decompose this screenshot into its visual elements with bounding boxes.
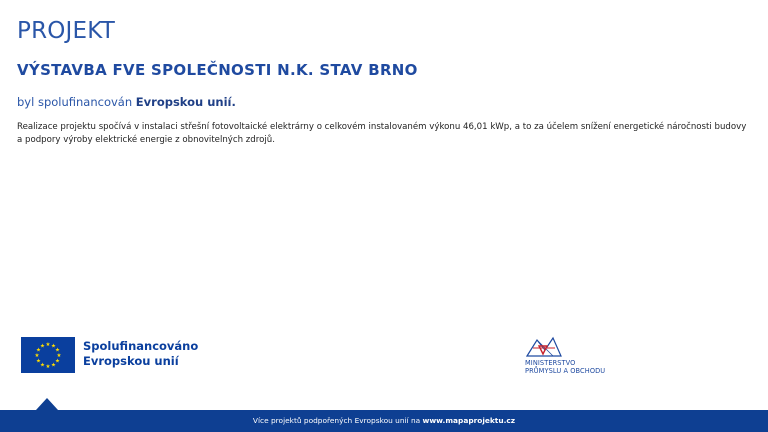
eu-star: ★: [36, 347, 41, 354]
eu-logo-line2: Evropskou unií: [83, 354, 179, 368]
mpo-logo-line2: PRŮMYSLU A OBCHODU: [525, 367, 606, 375]
eu-star: ★: [45, 364, 51, 370]
eu-logo-text: [83, 339, 198, 369]
page-heading: PROJEKT: [17, 18, 116, 44]
project-title: VÝSTAVBA FVE SPOLEČNOSTI N.K. STAV BRNO: [17, 61, 418, 79]
footer-link[interactable]: www.mapaprojektu.cz: [422, 416, 516, 425]
subtitle-emphasis: Evropskou unií.: [135, 95, 236, 109]
eu-star: ★: [45, 342, 51, 348]
footer-text: Více projektů podpořených Evropskou unií na: [252, 416, 423, 425]
eu-logo-line1: Spolufinancováno: [83, 339, 199, 353]
eu-star: ★: [56, 353, 62, 359]
funding-subtitle: [17, 95, 236, 109]
eu-star: ★: [51, 343, 56, 350]
footer-bar: [0, 410, 768, 432]
mpo-logo-line1: MINISTERSTVO: [525, 359, 576, 367]
footer-notch: [36, 398, 58, 410]
eu-star: ★: [36, 358, 41, 365]
eu-star: ★: [40, 362, 45, 369]
eu-star: ★: [55, 358, 60, 365]
mpo-logo-text: [525, 359, 605, 375]
eu-flag-icon: [21, 337, 75, 373]
project-description: Realizace projektu spočívá v instalaci střešní fotovoltaické elektrárny o celkovém instalovaném výkonu 46,01 kWp, a to za účelem snížení energetické náročnosti budovy a podpory výroby elektrické energie z obnovitelných zdrojů.: [17, 122, 747, 145]
subtitle-prefix: byl spolufinancován: [17, 95, 136, 109]
eu-star: ★: [55, 347, 60, 354]
eu-star: ★: [51, 362, 56, 369]
eu-star: ★: [34, 353, 40, 359]
eu-star: ★: [40, 343, 45, 350]
mpo-logo-icon: [525, 336, 563, 358]
